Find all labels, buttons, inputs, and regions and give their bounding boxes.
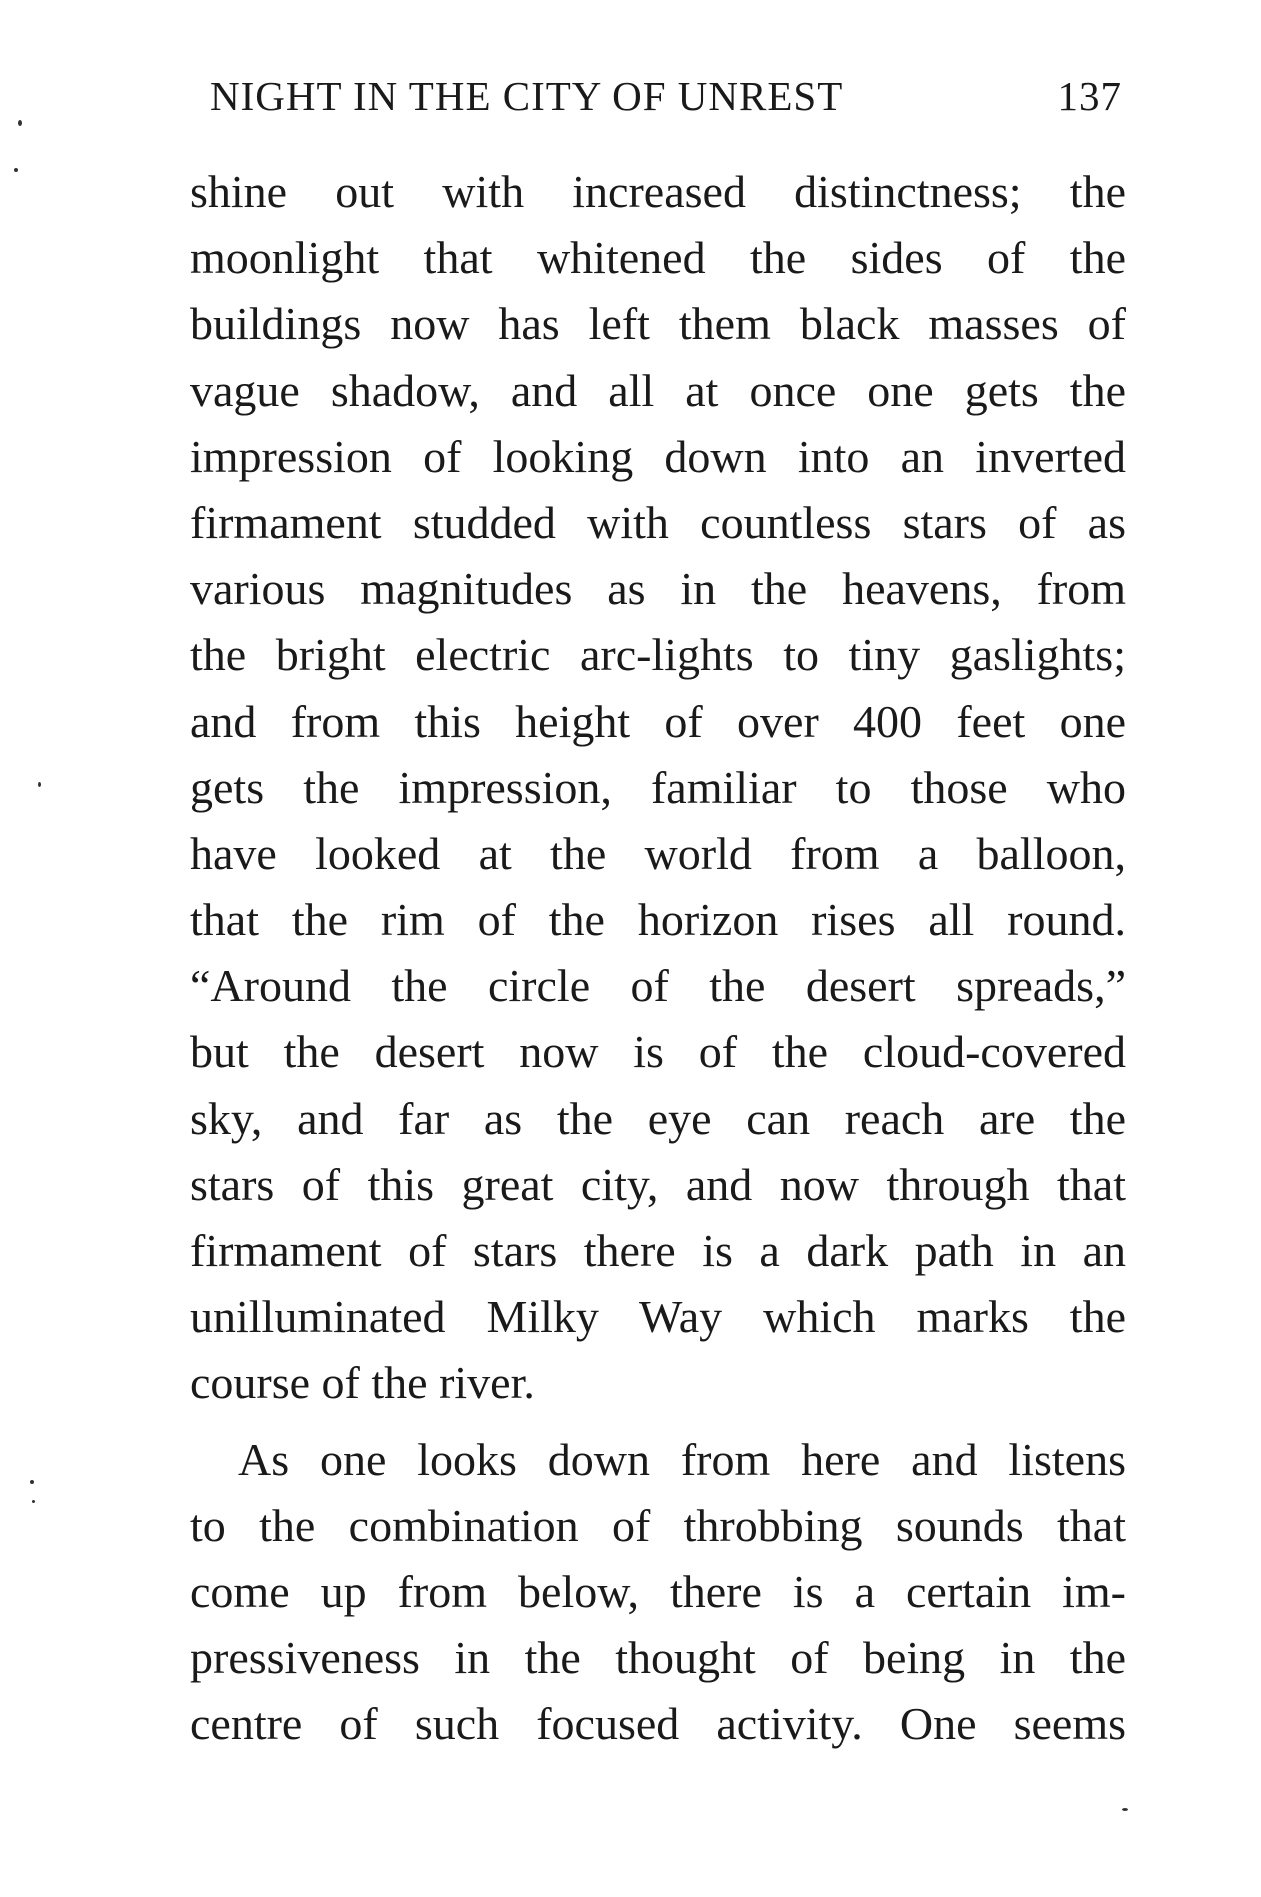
paragraph-1	[190, 159, 1126, 1417]
text-line: shine out with increased distinctness; the	[190, 166, 1126, 217]
text-line: “Around the circle of the desert spreads,”	[190, 960, 1126, 1012]
scan-speck	[14, 168, 18, 172]
text-line: the bright electric arc-lights to tiny gaslights;	[190, 629, 1126, 681]
body-text	[190, 159, 1126, 1758]
text-line: have looked at the world from a balloon,	[190, 827, 1126, 879]
text-line: vague shadow, and all at once one gets the	[190, 364, 1126, 416]
text-line: sky, and far as the eye can reach are the	[190, 1092, 1126, 1144]
text-line: pressiveness in the thought of being in the	[190, 1632, 1126, 1684]
text-line: firmament studded with countless stars of as	[190, 496, 1126, 548]
text-line: As one looks down from here and listens	[238, 1433, 1126, 1485]
text-line: gets the impression, familiar to those who	[190, 761, 1126, 813]
scan-speck	[38, 782, 41, 787]
text-line: impression of looking down into an inverted	[190, 430, 1126, 482]
text-line: to the combination of throbbing sounds that	[190, 1499, 1126, 1551]
text-line: stars of this great city, and now through that	[190, 1158, 1126, 1210]
text-line: buildings now has left them black masses of	[190, 298, 1126, 350]
text-line: unilluminated Milky Way which marks the	[190, 1291, 1126, 1343]
running-title: NIGHT IN THE CITY OF UNREST	[210, 73, 844, 119]
text-line: come up from below, there is a certain im-	[190, 1565, 1126, 1617]
text-line: that the rim of the horizon rises all round.	[190, 894, 1126, 946]
scan-speck	[32, 1500, 35, 1503]
text-line: centre of such focused activity. One seems	[190, 1698, 1126, 1750]
text-line: various magnitudes as in the heavens, from	[190, 563, 1126, 615]
text-line: moonlight that whitened the sides of the	[190, 232, 1126, 284]
paragraph-2	[190, 1427, 1126, 1758]
text-line: firmament of stars there is a dark path in an	[190, 1225, 1126, 1276]
text-line: but the desert now is of the cloud-covered	[190, 1026, 1126, 1078]
scan-speck	[30, 1480, 34, 1484]
page-number: 137	[1057, 73, 1122, 119]
paragraph-gap	[190, 1417, 1126, 1427]
text-line: course of the river.	[190, 1357, 535, 1409]
scan-speck	[18, 120, 22, 126]
text-line: and from this height of over 400 feet one	[190, 695, 1126, 747]
running-head	[210, 72, 1122, 120]
scan-speck	[1122, 1808, 1128, 1811]
